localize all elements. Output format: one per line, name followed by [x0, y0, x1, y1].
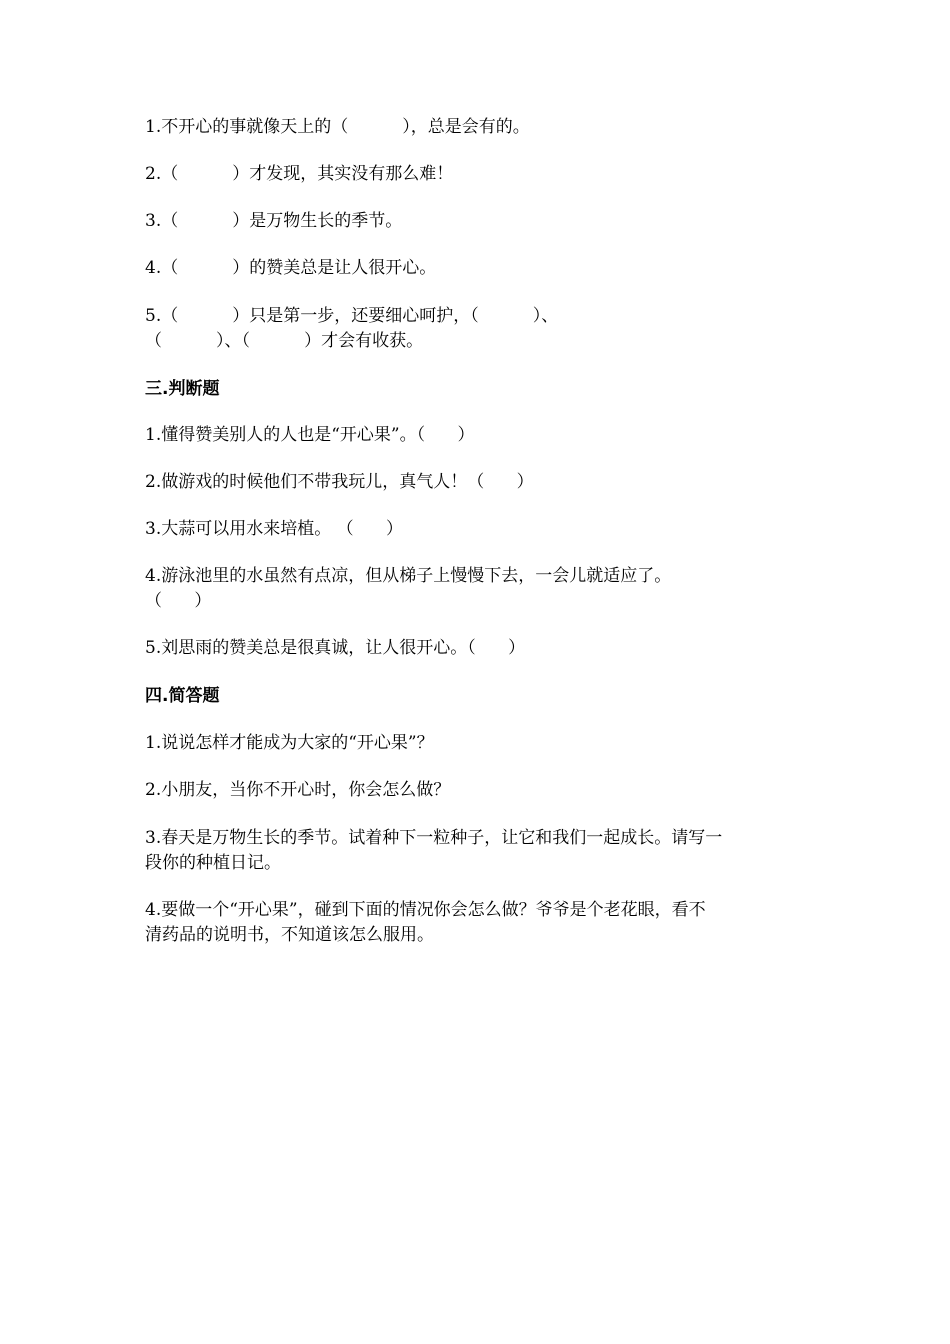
judgment-item-4-line-1: 4.游泳池里的水虽然有点凉，但从梯子上慢慢下去，一会儿就适应了。	[145, 566, 672, 586]
fill-in-item-4: 4.（ ）的赞美总是让人很开心。	[145, 258, 437, 278]
judgment-item-4-line-2: （ ）	[145, 591, 212, 611]
fill-in-item-5-line-1: 5.（ ）只是第一步，还要细心呵护，（ ）、	[145, 306, 559, 326]
fill-in-item-1: 1.不开心的事就像天上的（ ），总是会有的。	[145, 117, 530, 137]
short-answer-item-1: 1.说说怎样才能成为大家的“开心果”？	[145, 733, 434, 753]
judgment-item-5: 5.刘思雨的赞美总是很真诚，让人很开心。（ ）	[145, 638, 526, 658]
short-answer-item-4-line-2: 清药品的说明书，不知道该怎么服用。	[145, 925, 434, 945]
short-answer-item-4-line-1: 4.要做一个“开心果”，碰到下面的情况你会怎么做？爷爷是个老花眼，看不	[145, 900, 706, 920]
fill-in-item-5-line-2: （ ）、（ ）才会有收获。	[145, 331, 424, 351]
judgment-item-3: 3.大蒜可以用水来培植。 （ ）	[145, 519, 404, 539]
section-heading-short-answer: 四.简答题	[145, 686, 220, 706]
section-heading-judgment: 三.判断题	[145, 379, 220, 399]
short-answer-item-2: 2.小朋友，当你不开心时，你会怎么做？	[145, 780, 451, 800]
fill-in-item-3: 3.（ ）是万物生长的季节。	[145, 211, 403, 231]
judgment-item-1: 1.懂得赞美别人的人也是“开心果”。（ ）	[145, 425, 475, 445]
fill-in-item-2: 2.（ ）才发现，其实没有那么难！	[145, 164, 454, 184]
short-answer-item-3-line-2: 段你的种植日记。	[145, 853, 281, 873]
judgment-item-2: 2.做游戏的时候他们不带我玩儿，真气人！（ ）	[145, 472, 534, 492]
short-answer-item-3-line-1: 3.春天是万物生长的季节。试着种下一粒种子，让它和我们一起成长。请写一	[145, 828, 723, 848]
